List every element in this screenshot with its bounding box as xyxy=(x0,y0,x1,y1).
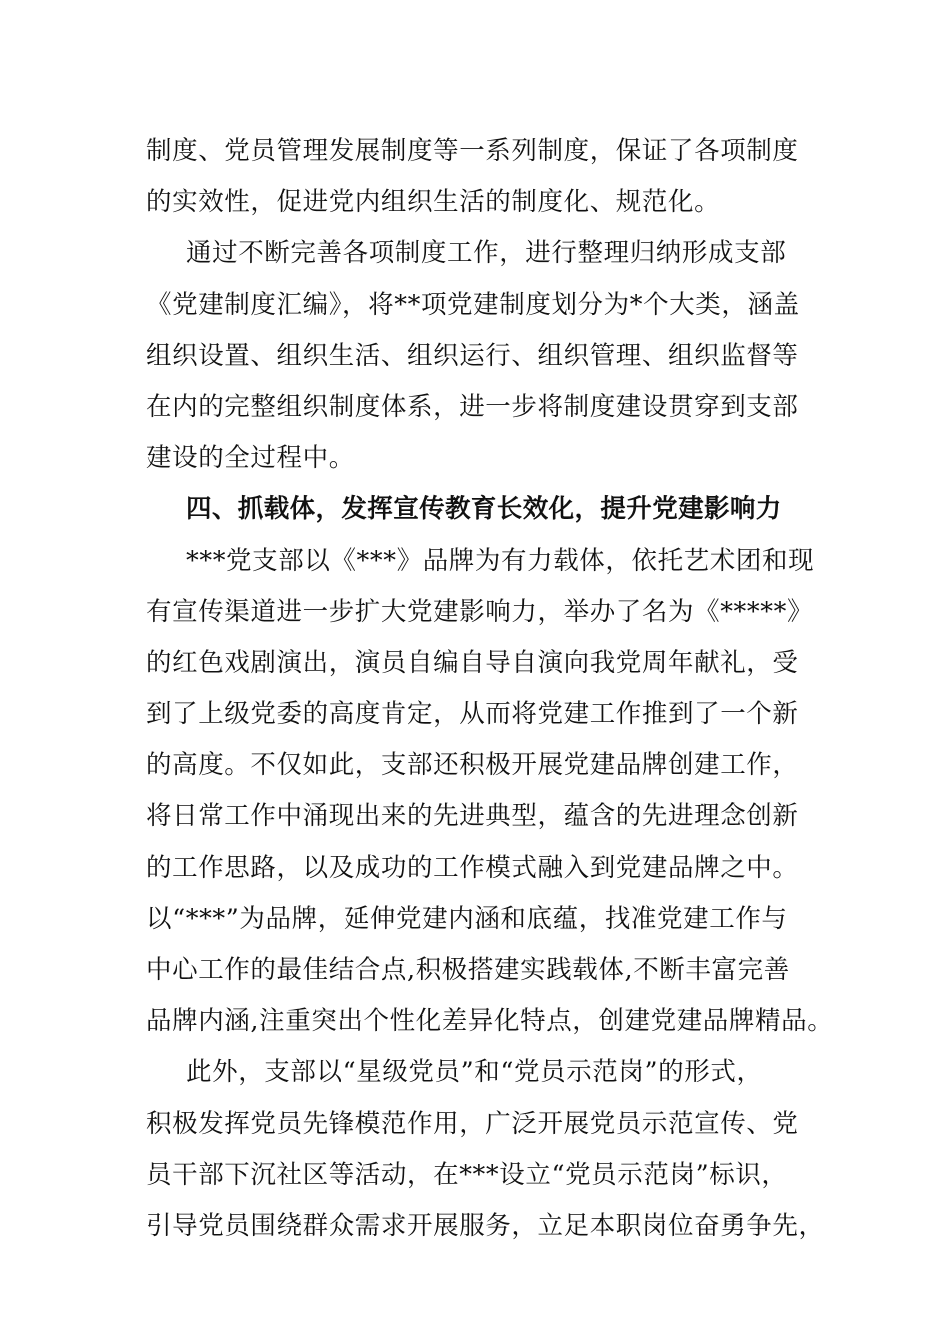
text-line: 的高度。不仅如此，支部还积极开展党建品牌创建工作， xyxy=(146,750,799,781)
text-line: 员干部下沉社区等活动，在***设立“党员示范岗”标识， xyxy=(146,1159,788,1190)
text-line: 到了上级党委的高度肯定，从而将党建工作推到了一个新 xyxy=(146,699,799,730)
text-line: 以“***”为品牌，延伸党建内涵和底蕴，找准党建工作与 xyxy=(146,903,788,934)
text-line: 的实效性，促进党内组织生活的制度化、规范化。 xyxy=(146,187,721,218)
section-heading: 四、抓载体，发挥宣传教育长效化，提升党建影响力 xyxy=(186,494,782,525)
text-line: 在内的完整组织制度体系，进一步将制度建设贯穿到支部 xyxy=(146,391,799,422)
text-line: 的红色戏剧演出，演员自编自导自演向我党周年献礼，受 xyxy=(146,647,799,678)
paragraph-start-line: 通过不断完善各项制度工作，进行整理归纳形成支部 xyxy=(186,238,787,269)
text-line: 制度、党员管理发展制度等一系列制度，保证了各项制度 xyxy=(146,136,799,166)
text-line: 建设的全过程中。 xyxy=(146,443,355,474)
text-line: 引导党员围绕群众需求开展服务，立足本职岗位奋勇争先， xyxy=(146,1210,825,1241)
document-body xyxy=(146,126,834,1252)
text-line: 有宣传渠道进一步扩大党建影响力，举办了名为《*****》 xyxy=(146,596,814,627)
text-line: 《党建制度汇编》，将**项党建制度划分为*个大类，涵盖 xyxy=(146,289,800,320)
text-line: 积极发挥党员先锋模范作用，广泛开展党员示范宣传、党 xyxy=(146,1108,799,1139)
text-line: 品牌内涵,注重突出个性化差异化特点，创建党建品牌精品。 xyxy=(146,1006,834,1037)
text-line: 中心工作的最佳结合点,积极搭建实践载体,不断丰富完善 xyxy=(146,955,790,985)
paragraph-start-line: ***党支部以《***》品牌为有力载体，依托艺术团和现 xyxy=(186,545,815,576)
paragraph-start-line: 此外，支部以“星级党员”和“党员示范岗”的形式， xyxy=(186,1057,763,1088)
text-line: 的工作思路，以及成功的工作模式融入到党建品牌之中。 xyxy=(146,852,799,883)
text-line: 将日常工作中涌现出来的先进典型，蕴含的先进理念创新 xyxy=(146,801,799,832)
text-line: 组织设置、组织生活、组织运行、组织管理、组织监督等 xyxy=(146,340,799,371)
